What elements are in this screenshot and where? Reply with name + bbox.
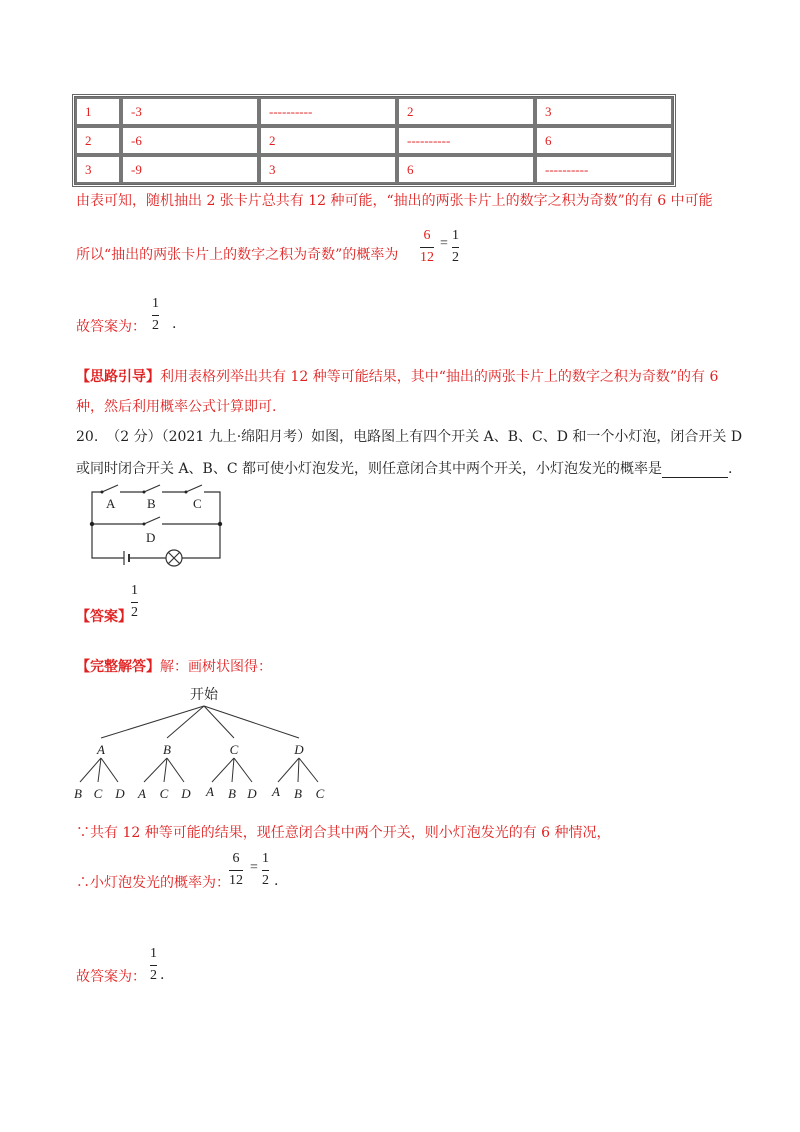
fraction-denominator: 2 — [452, 250, 459, 265]
solution-answer-period: . — [160, 967, 165, 983]
table-row — [75, 97, 673, 126]
answer-prefix: 故答案为： — [76, 319, 146, 335]
table-cell: 3 — [535, 97, 673, 126]
table-cell: 6 — [397, 155, 535, 184]
switch-label-a: A — [106, 496, 116, 511]
equals-sign: = — [440, 236, 448, 251]
products-table — [72, 94, 676, 187]
fraction-numerator: 1 — [150, 946, 157, 961]
answer-fraction-q20 — [131, 583, 138, 621]
tree-leaf: D — [181, 786, 191, 801]
hint-line-1 — [76, 366, 718, 386]
fraction-6-12 — [420, 228, 434, 266]
tree-edges — [80, 706, 318, 782]
table-cell: 2 — [397, 97, 535, 126]
table-cell: ---------- — [397, 126, 535, 155]
fraction-bar — [452, 247, 459, 248]
fraction-numerator: 6 — [232, 851, 240, 866]
question-end: . — [728, 461, 733, 477]
tree-root: 开始 — [190, 688, 218, 703]
circuit-diagram — [88, 480, 233, 570]
tree-diagram — [68, 682, 338, 806]
tree-node-d: D — [294, 742, 304, 757]
tree-leaf: B — [74, 786, 82, 801]
fraction-numerator: 1 — [452, 228, 459, 243]
fraction-bar — [420, 247, 434, 248]
solution-period: . — [274, 873, 279, 889]
fraction-bar — [229, 870, 243, 871]
solution-answer-fraction — [150, 946, 157, 984]
tree-leaf: B — [294, 786, 302, 801]
solution-equals: = — [250, 860, 258, 875]
fraction-bar — [152, 315, 159, 316]
table-cell: 1 — [75, 97, 121, 126]
tree-leaf: A — [138, 786, 146, 801]
analysis-answer — [76, 316, 146, 336]
answer-tag: 【答案】 — [76, 609, 132, 625]
table-cell: 2 — [259, 126, 397, 155]
fraction-numerator: 1 — [152, 296, 159, 311]
solution-answer — [76, 966, 146, 986]
switch-label-d: D — [146, 530, 156, 545]
fraction-numerator: 1 — [131, 583, 138, 598]
table-cell: ---------- — [259, 97, 397, 126]
tree-leaf: A — [272, 784, 280, 799]
answer-blank — [662, 463, 728, 478]
hint-line-2: 种，然后利用概率公式计算即可. — [76, 399, 277, 415]
table-cell: 6 — [535, 126, 673, 155]
tree-leaf: C — [315, 786, 325, 801]
fraction-bar — [131, 602, 138, 603]
tree-node-b: B — [163, 742, 171, 757]
answer-period: . — [172, 316, 177, 332]
table-cell: -9 — [121, 155, 259, 184]
switch-label-b: B — [147, 496, 156, 511]
fraction-numerator: 1 — [262, 851, 269, 866]
tree-leaf: D — [247, 786, 257, 801]
fraction-numerator: 6 — [423, 228, 431, 243]
solution-intro: 解：画树状图得： — [160, 659, 272, 675]
tree-leaf: C — [159, 786, 169, 801]
table-cell: 3 — [259, 155, 397, 184]
table-cell: -3 — [121, 97, 259, 126]
table-cell: 2 — [75, 126, 121, 155]
analysis-line-1: 由表可知，随机抽出 2 张卡片总共有 12 种可能，“抽出的两张卡片上的数字之积为奇数”的有 6 中可能 — [76, 193, 713, 209]
fraction-denominator: 2 — [262, 873, 269, 888]
switch-label-c: C — [193, 496, 202, 511]
fraction-denominator: 2 — [152, 318, 159, 333]
tree-leaf: D — [115, 786, 125, 801]
table-cell: 3 — [75, 155, 121, 184]
fraction-denominator: 12 — [229, 873, 243, 888]
fraction-denominator: 2 — [150, 968, 157, 983]
analysis-line-2-text: 所以“抽出的两张卡片上的数字之积为奇数”的概率为 — [76, 247, 399, 263]
solution-line-2 — [76, 872, 230, 892]
table-cell: ---------- — [535, 155, 673, 184]
question-number: 20. — [76, 429, 99, 445]
table-row — [75, 155, 673, 184]
question-text-2: 或同时闭合开关 A、B、C 都可使小灯泡发光，则任意闭合其中两个开关，小灯泡发光的概率是 — [76, 461, 663, 477]
tree-node-a: A — [97, 742, 105, 757]
fraction-denominator: 12 — [420, 250, 434, 265]
fraction-bar — [150, 965, 157, 966]
table-row — [75, 126, 673, 155]
question-text-1: （2 分）（2021 九上·绵阳月考）如图，电路图上有四个开关 A、B、C、D 和一个小灯泡，闭合开关 D — [106, 429, 743, 445]
tree-node-c: C — [229, 742, 239, 757]
question-line-1 — [76, 426, 742, 446]
solution-fraction-6-12 — [229, 851, 243, 889]
table-cell: -6 — [121, 126, 259, 155]
solution-line-intro — [76, 656, 272, 676]
solution-fraction-1-2 — [262, 851, 269, 889]
tree-leaf: A — [206, 784, 214, 799]
hint-text-1: 利用表格列举出共有 12 种等可能结果，其中“抽出的两张卡片上的数字之积为奇数”的有 6 — [160, 369, 719, 385]
tree-leaf: C — [93, 786, 103, 801]
answer-line — [76, 606, 132, 626]
analysis-line-2 — [76, 244, 398, 264]
fraction-1-2 — [452, 228, 459, 266]
solution-tag: 【完整解答】 — [76, 659, 160, 675]
solution-line-1: ∵共有 12 种等可能的结果，现任意闭合其中两个开关，则小灯泡发光的有 6 种情况， — [76, 825, 611, 841]
question-line-2 — [76, 458, 732, 478]
solution-line-2-text: ∴小灯泡发光的概率为： — [76, 875, 230, 891]
answer-fraction — [152, 296, 159, 334]
fraction-bar — [262, 870, 269, 871]
hint-tag: 【思路引导】 — [76, 369, 160, 385]
tree-leaf: B — [228, 786, 236, 801]
answer-prefix: 故答案为： — [76, 969, 146, 985]
fraction-denominator: 2 — [131, 605, 138, 620]
